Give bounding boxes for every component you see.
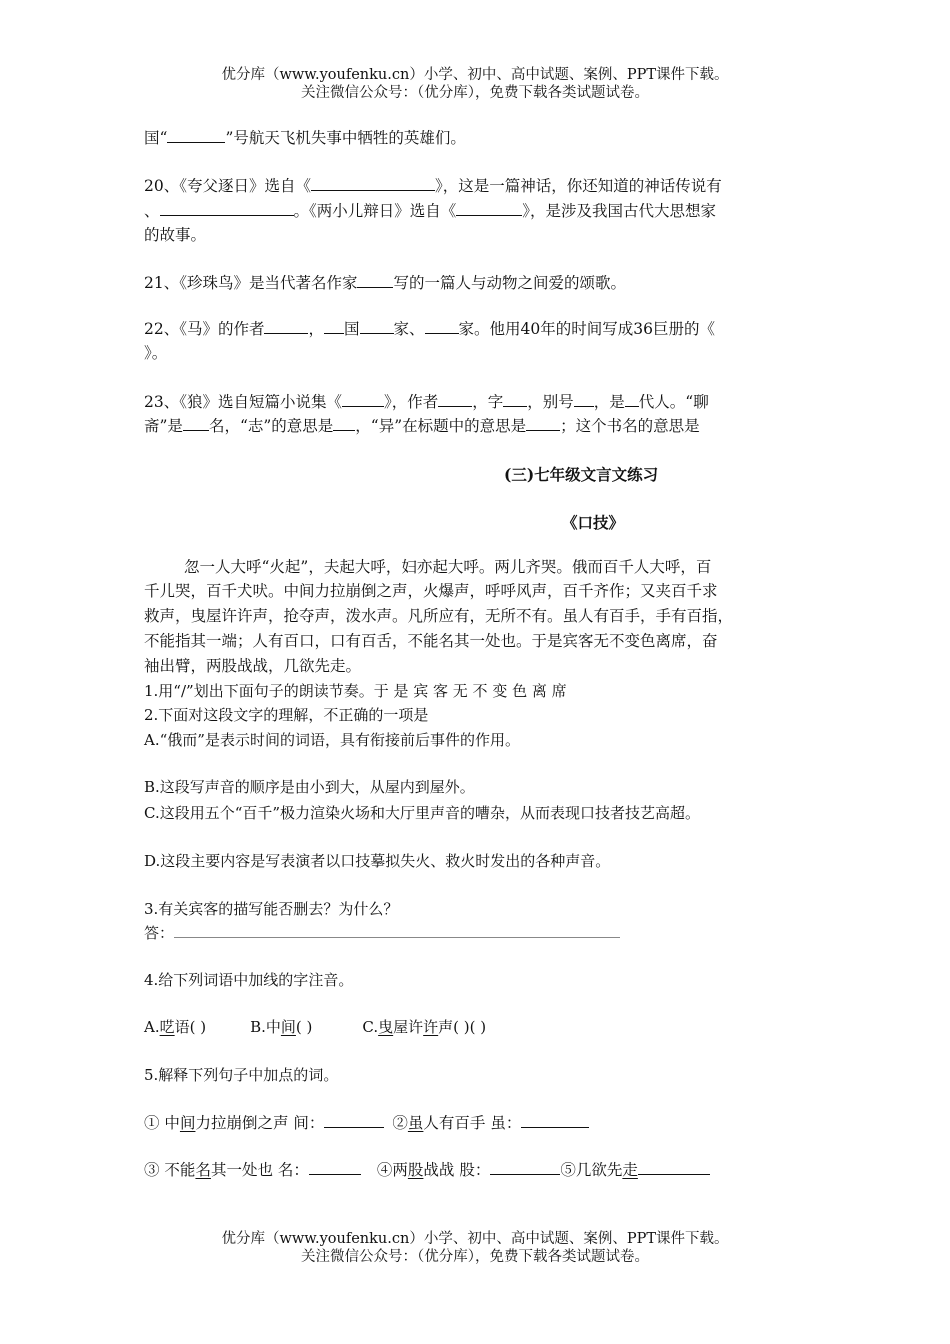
passage-line-4: 不能指其一端；人有百口，口有百舌，不能名其一处也。于是宾客无不变色离席，奋 [144, 632, 718, 650]
dotted-word: 股 [407, 1161, 424, 1179]
blank [490, 1158, 560, 1175]
exercise-2-option-d: D.这段主要内容是写表演者以口技摹拟失火、救火时发出的各种声音。 [144, 852, 611, 870]
text: 人有百手 虽： [423, 1114, 522, 1132]
exercise-5-row-1 [144, 1111, 589, 1134]
exercise-4-options [144, 1016, 486, 1038]
blank [311, 174, 435, 191]
text: A. [144, 1018, 160, 1036]
text: 》，是涉及我国古代大思想家 [522, 202, 717, 220]
text: 写的一篇人与动物之间爱的颂歌。 [393, 274, 626, 292]
text: ② [392, 1114, 408, 1132]
footer-line-1: 优分库（www.youfenku.cn）小学、初中、高中试题、案例、PPT课件下载。 [221, 1231, 729, 1247]
text: 21、《珍珠鸟》是当代著名作家 [144, 274, 358, 292]
text: 》。 [144, 344, 168, 362]
question-19-continuation [144, 126, 466, 149]
underlined-char: 间 [280, 1018, 296, 1036]
answer-label: 答： [144, 924, 175, 942]
blank [638, 1158, 710, 1175]
text: 屋许 [393, 1018, 424, 1036]
blank [264, 317, 308, 334]
blank [438, 390, 472, 407]
passage-line-3: 救声，曳屋许许声，抢夺声，泼水声。凡所应有，无所不有。虽人有百手，手有百指， [144, 607, 734, 625]
header-line-1: 优分库（www.youfenku.cn）小学、初中、高中试题、案例、PPT课件下载。 [221, 67, 729, 83]
text: 。《两小儿辩日》选自《 [293, 202, 457, 220]
answer-line [174, 923, 620, 938]
header-line-2: 关注微信公众号：（优分库），免费下载各类试题试卷。 [301, 85, 649, 101]
text: ⑤几欲先 [560, 1161, 623, 1179]
blank [309, 1158, 361, 1175]
text: ① 中 [144, 1114, 180, 1132]
underlined-char: 曳 [378, 1018, 394, 1036]
exercise-5: 5.解释下列句子中加点的词。 [144, 1066, 339, 1084]
blank [167, 126, 225, 143]
text: 语( ) [174, 1018, 207, 1036]
dotted-word: 虽 [407, 1114, 424, 1132]
exercise-3-answer [144, 922, 620, 944]
section-subtitle: 《口技》 [562, 513, 625, 532]
blank [357, 271, 393, 288]
dotted-word: 间 [179, 1114, 196, 1132]
blank [521, 1111, 589, 1128]
text: 》，这是一篇神话，你还知道的神话传说有 [434, 177, 722, 195]
blank [503, 390, 527, 407]
text: 20、《夸父逐日》选自《 [144, 177, 311, 195]
exercise-1: 1.用“/”划出下面句子的朗读节奏。于 是 宾 客 无 不 变 色 离 席 [144, 682, 567, 700]
exercise-2: 2.下面对这段文字的理解，不正确的一项是 [144, 706, 429, 724]
text: 的故事。 [144, 226, 207, 244]
passage-line-2: 千儿哭，百千犬吠。中间力拉崩倒之声，火爆声，呼呼风声，百千齐作；又夹百千求 [144, 582, 718, 600]
exercise-2-option-c: C.这段用五个“百千”极力渲染火场和大厅里声音的嘈杂，从而表现口技者技艺高超。 [144, 804, 701, 822]
text: 力拉崩倒之声 间： [195, 1114, 325, 1132]
text: 代人。“聊 [638, 393, 709, 411]
exercise-4: 4.给下列词语中加线的字注音。 [144, 971, 354, 989]
passage-line-1: 忽一人大呼“火起”，夫起大呼，妇亦起大呼。两儿齐哭。俄而百千人大呼，百 [184, 558, 712, 576]
text: 国“ [144, 129, 168, 147]
blank [574, 390, 594, 407]
underlined-char: 许 [423, 1018, 439, 1036]
text: 22、《马》的作者 [144, 320, 265, 338]
text: ，是 [593, 393, 625, 411]
text: 家、 [393, 320, 425, 338]
dotted-word: 名 [195, 1161, 211, 1179]
footer-line-2: 关注微信公众号：（优分库），免费下载各类试题试卷。 [301, 1249, 649, 1265]
text: ，字 [472, 393, 504, 411]
text: 斋”是 [144, 417, 183, 435]
blank [160, 199, 294, 216]
text: ，“异”在标题中的意思是 [355, 417, 527, 435]
text: C. [362, 1018, 379, 1036]
text: 》，作者 [383, 393, 439, 411]
question-20-line-1 [144, 174, 722, 197]
text: 家。他用40年的时间写成36巨册的《 [458, 320, 715, 338]
text: 、 [144, 202, 160, 220]
exercise-3: 3.有关宾客的描写能否删去？为什么？ [144, 900, 399, 918]
exercise-5-row-2 [144, 1158, 710, 1181]
blank [456, 199, 522, 216]
text: ④两 [376, 1161, 408, 1179]
blank [324, 317, 344, 334]
page-footer [0, 1230, 950, 1266]
underlined-char: 呓 [159, 1018, 175, 1036]
passage-line-5: 袖出臂，两股战战，几欲先走。 [144, 657, 362, 675]
section-title: (三)七年级文言文练习 [504, 465, 659, 484]
page-header [0, 66, 950, 102]
text: ( ) [295, 1018, 313, 1036]
question-20-line-2 [144, 199, 716, 222]
text: 其一处也 名： [210, 1161, 309, 1179]
exercise-2-option-a: A.“俄而”是表示时间的词语，具有衔接前后事件的作用。 [144, 731, 520, 749]
dotted-word: 走 [622, 1161, 638, 1179]
text: 战战 股： [423, 1161, 491, 1179]
blank [425, 317, 459, 334]
text: ”号航天飞机失事中牺牲的英雄们。 [225, 129, 466, 147]
text: ；这个书名的意思是 [560, 417, 700, 435]
text: 国 [344, 320, 360, 338]
question-23-line-2 [144, 414, 700, 437]
blank [333, 414, 355, 431]
question-23-line-1 [144, 390, 709, 413]
question-22-line-1 [144, 317, 715, 340]
blank [342, 390, 384, 407]
blank [526, 414, 560, 431]
text: ③ 不能 [144, 1161, 196, 1179]
blank [360, 317, 394, 334]
question-21 [144, 271, 626, 294]
text: ， [308, 320, 324, 338]
question-20-line-3 [144, 224, 206, 246]
blank [625, 390, 639, 407]
text: 名，“志”的意思是 [208, 417, 334, 435]
question-22-line-2 [144, 342, 167, 364]
blank [324, 1111, 384, 1128]
text: 23、《狼》选自短篇小说集《 [144, 393, 342, 411]
blank [183, 414, 209, 431]
exercise-2-option-b: B.这段写声音的顺序是由小到大，从屋内到屋外。 [144, 778, 475, 796]
text: ，别号 [527, 393, 574, 411]
text: B.中 [250, 1018, 281, 1036]
text: 声( )( ) [438, 1018, 487, 1036]
